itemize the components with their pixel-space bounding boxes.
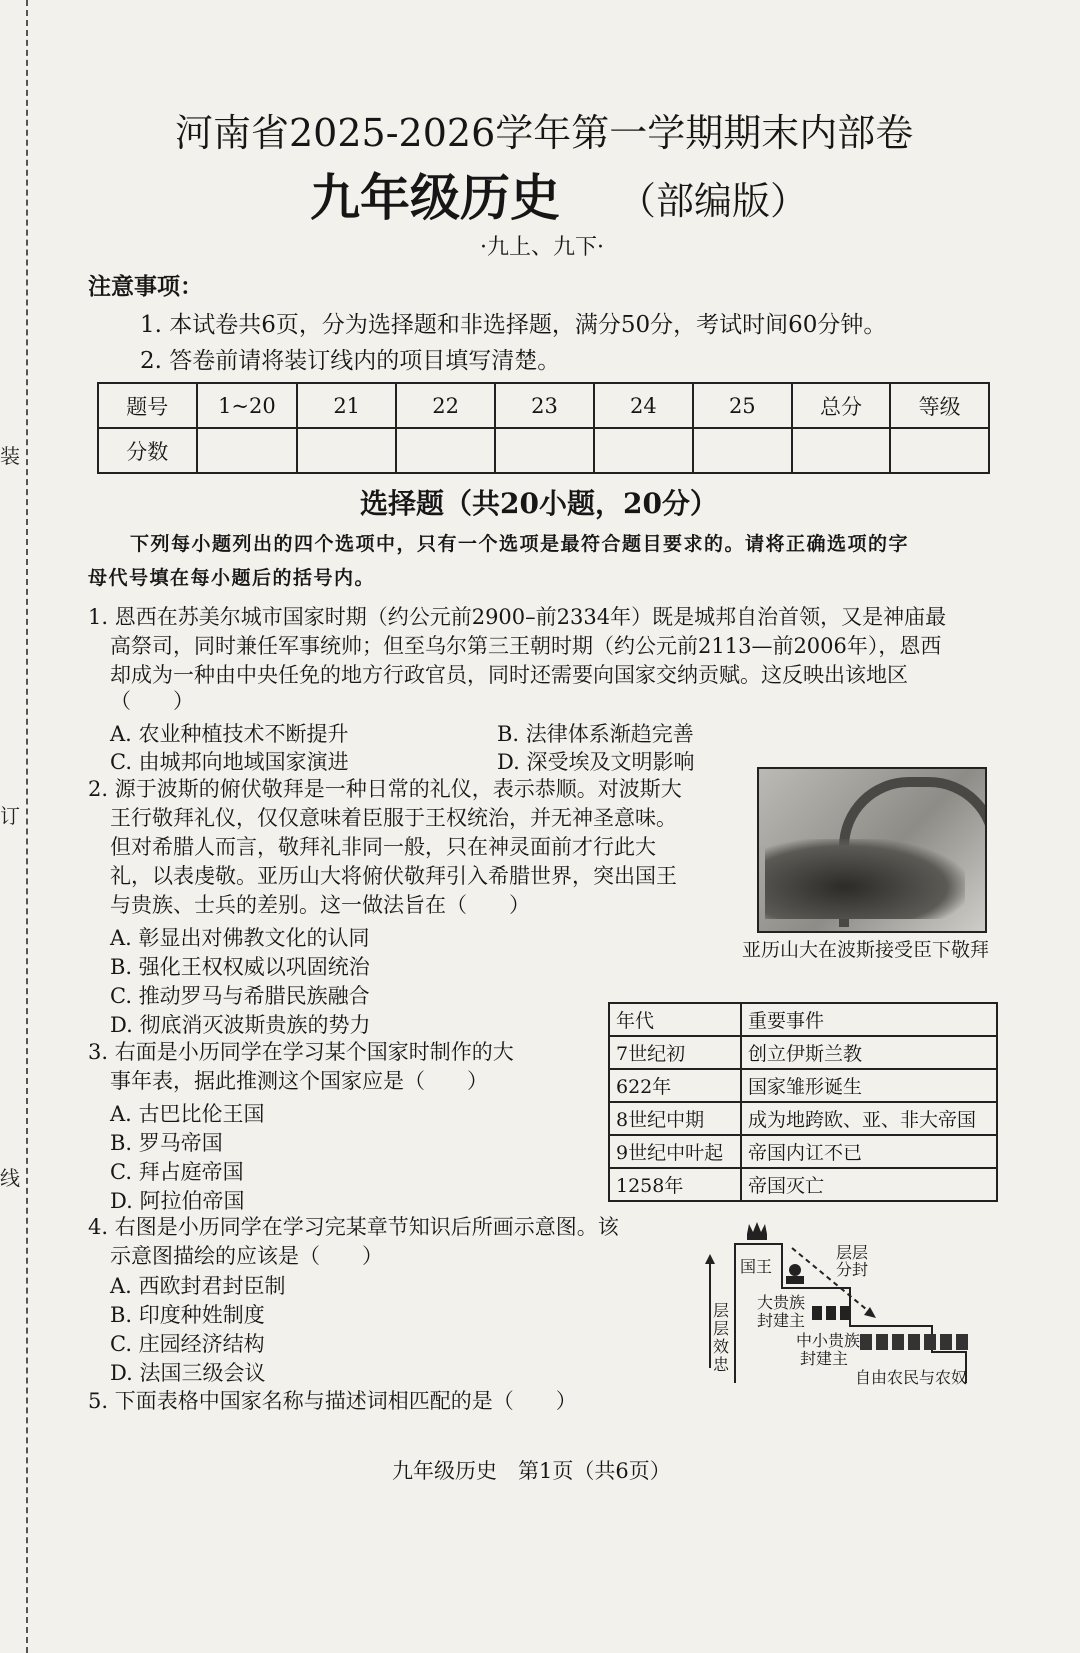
q3-text: 事年表，据此推测这个国家应是（ ）	[110, 1069, 488, 1093]
binding-char: 订	[0, 804, 20, 828]
score-blank[interactable]	[197, 428, 298, 473]
score-cell: 24	[594, 383, 693, 428]
q3-option-d[interactable]: D. 阿拉伯帝国	[110, 1189, 245, 1213]
events-year: 8世纪中期	[609, 1102, 741, 1135]
score-cell: 等级	[890, 383, 989, 428]
q4-text: 4. 右图是小历同学在学习完某章节知识后所画示意图。该	[88, 1215, 619, 1239]
score-cell: 25	[693, 383, 792, 428]
q1-option-b[interactable]: B. 法律体系渐趋完善	[497, 722, 694, 746]
exam-title: 河南省2025-2026学年第一学期期末内部卷	[175, 111, 914, 155]
notice-heading: 注意事项：	[88, 273, 203, 300]
events-row	[609, 1036, 997, 1069]
q3-option-b[interactable]: B. 罗马帝国	[110, 1131, 223, 1155]
score-blank[interactable]	[890, 428, 989, 473]
q3-option-a[interactable]: A. 古巴比伦王国	[110, 1102, 265, 1126]
events-event: 帝国灭亡	[741, 1168, 997, 1201]
q5-text: 5. 下面表格中国家名称与描述词相匹配的是（ ）	[88, 1389, 577, 1413]
q4-option-d[interactable]: D. 法国三级会议	[110, 1361, 266, 1385]
score-cell: 22	[396, 383, 495, 428]
q2-text: 但对希腊人而言，敬拜礼非同一般，只在神灵面前才行此大	[110, 835, 656, 859]
events-row	[609, 1102, 997, 1135]
small-lord-icons	[812, 1306, 850, 1320]
events-year: 7世纪初	[609, 1036, 741, 1069]
notice-item: 1. 本试卷共6页，分为选择题和非选择题，满分50分，考试时间60分钟。	[140, 312, 887, 338]
events-header-row	[609, 1003, 997, 1036]
section-instruction: 母代号填在每小题后的括号内。	[88, 567, 376, 589]
score-cell: 1~20	[197, 383, 298, 428]
peasant-label: 自由农民与农奴	[855, 1368, 968, 1387]
loyalty-label: 层	[713, 1319, 730, 1338]
q2-text: 与贵族、士兵的差别。这一做法旨在（ ）	[110, 893, 530, 917]
section-instruction: 下列每小题列出的四个选项中，只有一个选项是最符合题目要求的。请将正确选项的字	[130, 533, 910, 555]
q4-text: 示意图描绘的应该是（ ）	[110, 1244, 383, 1268]
great-lord-label: 大贵族	[757, 1293, 806, 1312]
q2-option-b[interactable]: B. 强化王权权威以巩固统治	[110, 955, 370, 979]
noble-icon	[786, 1264, 804, 1284]
score-header-row	[98, 383, 989, 428]
enfeoffment-label: 分封	[836, 1260, 869, 1279]
loyalty-label: 忠	[713, 1355, 730, 1374]
small-lord-label: 封建主	[800, 1349, 849, 1368]
score-table	[97, 382, 990, 474]
events-event: 成为地跨欧、亚、非大帝国	[741, 1102, 997, 1135]
notice-item: 2. 答卷前请将装订线内的项目填写清楚。	[140, 348, 561, 374]
score-cell: 21	[297, 383, 396, 428]
score-blank[interactable]	[495, 428, 594, 473]
section-heading: 选择题（共20小题，20分）	[360, 487, 718, 520]
events-event: 国家雏形诞生	[741, 1069, 997, 1102]
q2-option-d[interactable]: D. 彻底消灭波斯贵族的势力	[110, 1013, 371, 1037]
alexander-illustration	[757, 767, 987, 933]
events-header-cell: 重要事件	[741, 1003, 997, 1036]
q2-option-a[interactable]: A. 彰显出对佛教文化的认同	[110, 926, 370, 950]
king-label: 国王	[740, 1257, 773, 1276]
events-header-cell: 年代	[609, 1003, 741, 1036]
score-row-label: 分数	[98, 428, 197, 473]
q1-text: 却成为一种由中央任免的地方行政官员，同时还需要向国家交纳贡赋。这反映出该地区	[110, 663, 908, 687]
loyalty-label: 层	[713, 1301, 730, 1320]
score-entry-row	[98, 428, 989, 473]
score-blank[interactable]	[792, 428, 891, 473]
q3-option-c[interactable]: C. 拜占庭帝国	[110, 1160, 244, 1184]
q2-option-c[interactable]: C. 推动罗马与希腊民族融合	[110, 984, 370, 1008]
score-cell: 总分	[792, 383, 891, 428]
q4-option-c[interactable]: C. 庄园经济结构	[110, 1332, 265, 1356]
great-lord-label: 封建主	[757, 1311, 806, 1330]
q1-option-c[interactable]: C. 由城邦向地域国家演进	[110, 750, 349, 774]
score-blank[interactable]	[594, 428, 693, 473]
score-cell: 23	[495, 383, 594, 428]
page-footer: 九年级历史 第1页（共6页）	[392, 1459, 671, 1483]
q4-option-b[interactable]: B. 印度种姓制度	[110, 1303, 265, 1327]
q2-text: 2. 源于波斯的俯伏敬拜是一种日常的礼仪，表示恭顺。对波斯大	[88, 777, 682, 801]
subject-title: 九年级历史	[310, 168, 560, 227]
crowd-shape	[765, 839, 965, 919]
up-arrow-head	[705, 1254, 715, 1264]
score-blank[interactable]	[396, 428, 495, 473]
edition-label: （部编版）	[618, 179, 809, 223]
binding-char: 装	[0, 444, 20, 468]
q1-answer-blank[interactable]: （ ）	[110, 689, 194, 713]
q1-option-a[interactable]: A. 农业种植技术不断提升	[110, 722, 349, 746]
q2-text: 礼，以表虔敬。亚历山大将俯伏敬拜引入希腊世界，突出国王	[110, 864, 677, 888]
q1-text: 高祭司，同时兼任军事统帅；但至乌尔第三王朝时期（约公元前2113—前2006年），恩西	[110, 634, 942, 658]
events-event: 创立伊斯兰教	[741, 1036, 997, 1069]
events-row	[609, 1168, 997, 1201]
score-blank[interactable]	[297, 428, 396, 473]
loyalty-label: 效	[713, 1337, 730, 1356]
score-blank[interactable]	[693, 428, 792, 473]
events-row	[609, 1135, 997, 1168]
small-lord-label: 中小贵族	[796, 1331, 861, 1350]
illustration-caption: 亚历山大在波斯接受臣下敬拜	[742, 939, 990, 961]
crown-icon	[747, 1222, 767, 1240]
q4-option-a[interactable]: A. 西欧封君封臣制	[110, 1274, 286, 1298]
q3-text: 3. 右面是小历同学在学习某个国家时制作的大	[88, 1040, 514, 1064]
peasant-icons	[860, 1334, 968, 1350]
events-row	[609, 1069, 997, 1102]
events-table	[608, 1002, 998, 1202]
score-cell: 题号	[98, 383, 197, 428]
events-year: 9世纪中叶起	[609, 1135, 741, 1168]
events-year: 622年	[609, 1069, 741, 1102]
q2-text: 王行敬拜礼仪，仅仅意味着臣服于王权统治，并无神圣意味。	[110, 806, 677, 830]
binding-char: 线	[0, 1166, 20, 1190]
down-arrow-head	[864, 1307, 876, 1318]
q1-option-d[interactable]: D. 深受埃及文明影响	[497, 750, 695, 774]
enfeoffment-label: 层层	[836, 1243, 869, 1262]
scope-label: ·九上、九下·	[480, 235, 604, 260]
events-year: 1258年	[609, 1168, 741, 1201]
q1-text: 1. 恩西在苏美尔城市国家时期（约公元前2900–前2334年）既是城邦自治首领，又是神庙最	[88, 605, 947, 629]
events-event: 帝国内讧不已	[741, 1135, 997, 1168]
